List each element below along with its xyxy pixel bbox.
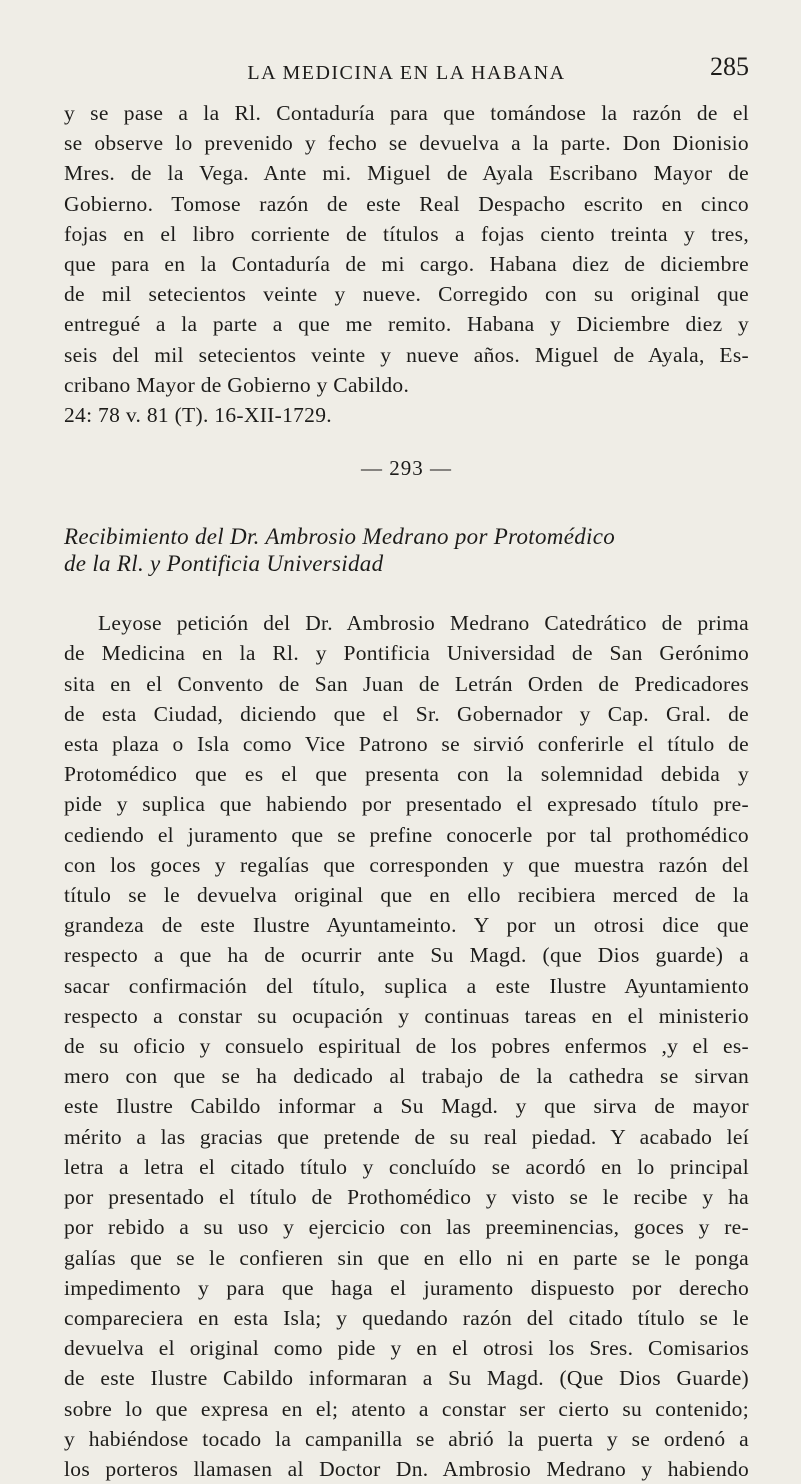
text-line: por rebido a su uso y ejercicio con las preeminencias, goces y re- xyxy=(64,1215,749,1240)
text-line: sacar confirmación del título, suplica a este Ilustre Ayuntamiento xyxy=(64,973,749,998)
text-line: respecto a que ha de ocurrir ante Su Magd. (que Dios guarde) a xyxy=(64,943,749,968)
text-line: se observe lo prevenido y fecho se devuelva a la parte. Don Dionisio xyxy=(64,131,749,156)
text-line: los porteros llamasen al Doctor Dn. Ambrosio Medrano y habiendo xyxy=(64,1456,749,1481)
document-number: — 293 — xyxy=(361,456,452,481)
text-line: seis del mil setecientos veinte y nueve años. Miguel de Ayala, Es- xyxy=(64,342,749,367)
text-line: de mil setecientos veinte y nueve. Corregido con su original que xyxy=(64,282,749,307)
text-line: título se le devuelva original que en ello recibiera merced de la xyxy=(64,883,749,908)
text-line: devuelva el original como pide y en el otrosi los Sres. Comisarios xyxy=(64,1336,749,1361)
source-citation: 24: 78 v. 81 (T). 16-XII-1729. xyxy=(64,403,332,428)
text-line: letra a letra el citado título y concluído se acordó en lo principal xyxy=(64,1154,749,1179)
text-line: Mres. de la Vega. Ante mi. Miguel de Ayala Escribano Mayor de xyxy=(64,161,749,186)
text-line: de su oficio y consuelo espiritual de los pobres enfermos ,y el es- xyxy=(64,1034,749,1059)
text-line: con los goces y regalías que corresponden y que muestra razón del xyxy=(64,852,749,877)
text-line: cribano Mayor de Gobierno y Cabildo. xyxy=(64,372,410,397)
text-line: entregué a la parte a que me remito. Habana y Diciembre diez y xyxy=(64,312,749,337)
paragraph-body xyxy=(64,608,749,1484)
title-line: de la Rl. y Pontificia Universidad xyxy=(64,551,384,577)
text-line: y habiéndose tocado la campanilla se abrió la puerta y se ordenó a xyxy=(64,1426,749,1451)
text-line: este Ilustre Cabildo informar a Su Magd. y que sirva de mayor xyxy=(64,1094,749,1119)
text-line: Protomédico que es el que presenta con la solemnidad debida y xyxy=(64,762,749,787)
text-line: esta plaza o Isla como Vice Patrono se sirvió conferirle el título de xyxy=(64,732,749,757)
text-line: cediendo el juramento que se prefine conocerle por tal prothomédico xyxy=(64,822,749,847)
document-title xyxy=(64,523,749,577)
text-line: mero con que se ha dedicado al trabajo de la cathedra se sirvan xyxy=(64,1064,749,1089)
text-line: fojas en el libro corriente de títulos a fojas ciento treinta y tres, xyxy=(64,221,749,246)
text-line: sobre lo que expresa en el; atento a constar ser cierto su contenido; xyxy=(64,1396,749,1421)
text-line: Leyose petición del Dr. Ambrosio Medrano Catedrático de prima xyxy=(98,611,749,636)
running-head xyxy=(64,52,749,92)
text-line: Gobierno. Tomose razón de este Real Despacho escrito en cinco xyxy=(64,191,749,216)
text-line: respecto a constar su ocupación y continuas tareas en el ministerio xyxy=(64,1003,749,1028)
text-line: compareciera en esta Isla; y quedando razón del citado título se le xyxy=(64,1305,749,1330)
text-line: impedimento y para que haga el juramento dispuesto por derecho xyxy=(64,1275,749,1300)
paragraph-continuation xyxy=(64,98,749,430)
text-line: de esta Ciudad, diciendo que el Sr. Gobernador y Cap. Gral. de xyxy=(64,701,749,726)
text-line: de este Ilustre Cabildo informaran a Su Magd. (Que Dios Guarde) xyxy=(64,1366,749,1391)
text-line: de Medicina en la Rl. y Pontificia Universidad de San Gerónimo xyxy=(64,641,749,666)
page-number: 285 xyxy=(710,52,749,81)
text-line: sita en el Convento de San Juan de Letrán Orden de Predicadores xyxy=(64,671,749,696)
text-line: mérito a las gracias que pretende de su real piedad. Y acabado leí xyxy=(64,1124,749,1149)
text-line: pide y suplica que habiendo por presentado el expresado título pre- xyxy=(64,792,749,817)
title-line: Recibimiento del Dr. Ambrosio Medrano por Protomédico xyxy=(64,524,616,550)
text-line: y se pase a la Rl. Contaduría para que tomándose la razón de el xyxy=(64,101,749,125)
text-line: grandeza de este Ilustre Ayuntameinto. Y por un otrosi dice que xyxy=(64,913,749,938)
running-title: LA MEDICINA EN LA HABANA xyxy=(247,62,566,84)
text-line: galías que se le confieren sin que en ello ni en parte se le ponga xyxy=(64,1245,749,1270)
text-line: por presentado el título de Prothomédico y visto se le recibe y ha xyxy=(64,1185,749,1210)
text-line: que para en la Contaduría de mi cargo. Habana diez de diciembre xyxy=(64,252,749,277)
